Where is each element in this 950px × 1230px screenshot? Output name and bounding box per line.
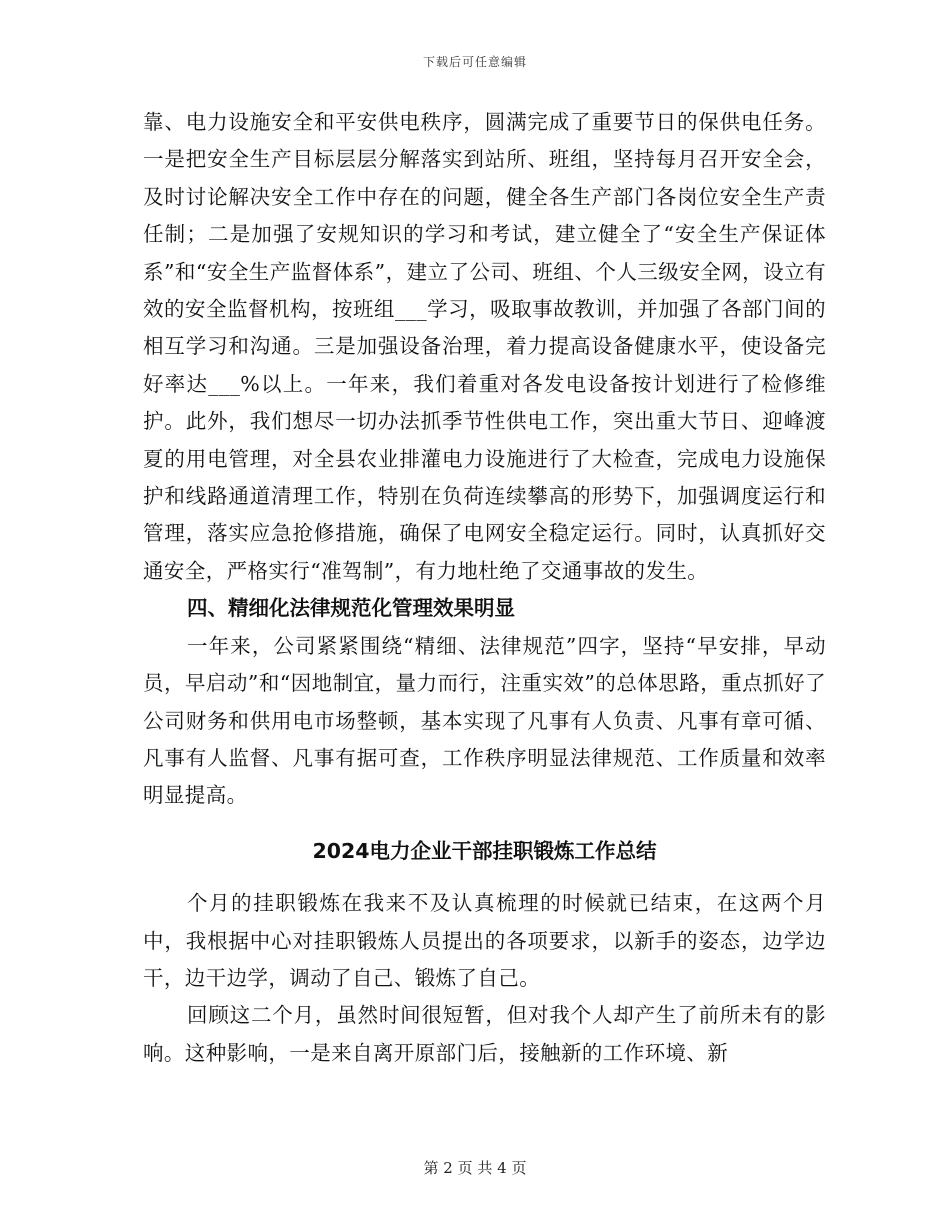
body-paragraph-3: 个月的挂职锻炼在我来不及认真梳理的时候就已结束，在这两个月中，我根据中心对挂职锻炼人员提出的各项要求，以新手的姿态，边学边干，边干边学，调动了自己、锻炼了自己。 [143,891,826,990]
section-heading-4: 四、精细化法律规范化管理效果明显 [187,596,515,621]
document-body [143,104,826,1072]
document-title: 2024电力企业干部挂职锻炼工作总结 [312,838,657,863]
page-number: 第 2 页 共 4 页 [423,1159,527,1177]
body-paragraph-1: 靠、电力设施安全和平安供电秩序，圆满完成了重要节日的保供电任务。一是把安全生产目标层层分解落实到站所、班组，坚持每月召开安全会，及时讨论解决安全工作中存在的问题，健全各生产部门各岗位安全生产责任制；二是加强了安规知识的学习和考试，建立健全了“安全生产保证体系”和“安全生产监督体系”，建立了公司、班组、个人三级安全网，设立有效的安全监督机构，按班组___学习，吸取事故教训，并加强了各部门间的相互学习和沟通。三是加强设备治理，着力提高设备健康水平，使设备完好率达___%以上。一年来，我们着重对各发电设备按计划进行了检修维护。此外，我们想尽一切办法抓季节性供电工作，突出重大节日、迎峰渡夏的用电管理，对全县农业排灌电力设施进行了大检查，完成电力设施保护和线路通道清理工作，特别在负荷连续攀高的形势下，加强调度运行和管理，落实应急抢修措施，确保了电网安全稳定运行。同时，认真抓好交通安全，严格实行“准驾制”，有力地杜绝了交通事故的发生。 [143,110,826,583]
body-paragraph-4: 回顾这二个月，虽然时间很短暂，但对我个人却产生了前所未有的影响。这种影响，一是来自离开原部门后，接触新的工作环境、新 [143,1003,826,1065]
body-paragraph-2: 一年来，公司紧紧围绕“精细、法律规范”四字，坚持“早安排，早动员，早启动”和“因地制宜，量力而行，注重实效”的总体思路，重点抓好了公司财务和供用电市场整顿，基本实现了凡事有人负责、凡事有章可循、凡事有人监督、凡事有据可查，工作秩序明显法律规范、工作质量和效率明显提高。 [143,633,826,808]
page-header-note: 下载后可任意编辑 [422,55,527,69]
